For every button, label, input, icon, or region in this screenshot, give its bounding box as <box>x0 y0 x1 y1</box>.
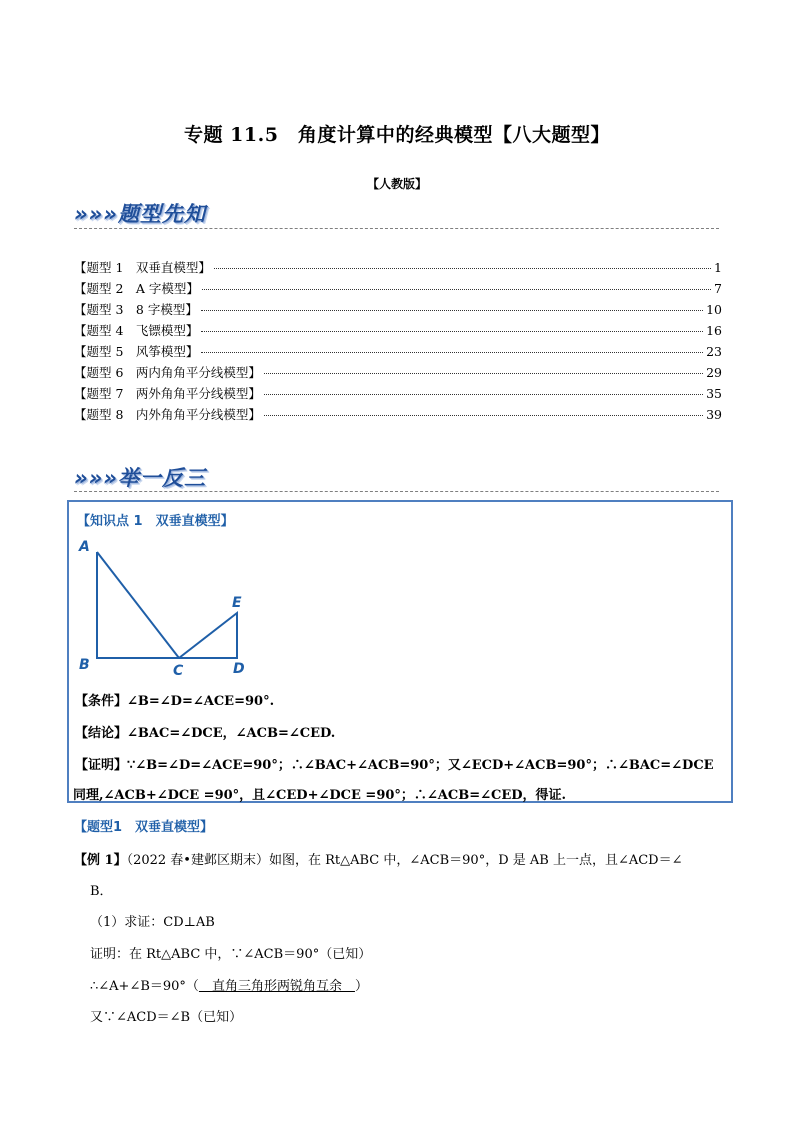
toc-row[interactable] <box>74 405 722 426</box>
toc-row[interactable] <box>74 363 722 384</box>
toc-label: 【题型 7 两外角角平分线模型】 <box>74 386 261 401</box>
toc-leader <box>201 331 703 332</box>
toc-label: 【题型 6 两内角角平分线模型】 <box>74 365 261 380</box>
label-e: E <box>232 595 242 611</box>
proof-step-b-post: ） <box>354 979 368 994</box>
toc-page: 29 <box>706 365 722 380</box>
toc-row[interactable] <box>74 321 722 342</box>
label-d: D <box>233 661 245 677</box>
question-1: （1）求证：CD⊥AB <box>90 915 215 930</box>
double-perpendicular-figure <box>69 532 269 682</box>
toc-leader <box>264 373 703 374</box>
toc-label: 【题型 2 A 字模型】 <box>74 281 199 296</box>
label-a: A <box>79 539 90 555</box>
segment-ac <box>97 552 179 658</box>
table-of-contents <box>74 258 722 426</box>
toc-leader <box>201 352 703 353</box>
conclusion-tag: 【结论】 <box>75 726 128 741</box>
banner-overview-text: »»»题型先知 <box>74 202 206 226</box>
section-title: 【题型1 双垂直模型】 <box>74 820 214 835</box>
toc-leader <box>264 415 703 416</box>
conclusion-text: ∠BAC=∠DCE，∠ACB=∠CED. <box>127 726 336 741</box>
example-text-1: （2022 春•建邺区期末）如图，在 Rt△ABC 中，∠ACB＝90°，D 是 AB 上一点，且∠ACD＝∠ <box>126 853 683 868</box>
example-text-2: B． <box>90 884 113 899</box>
example-line-1 <box>74 849 683 868</box>
toc-label: 【题型 1 双垂直模型】 <box>74 260 211 275</box>
toc-page: 1 <box>714 260 722 275</box>
toc-row[interactable] <box>74 279 722 300</box>
toc-label: 【题型 3 8 字模型】 <box>74 302 198 317</box>
label-b: B <box>79 657 90 673</box>
proof-line-2 <box>73 784 566 803</box>
edition-label: 【人教版】 <box>366 177 427 191</box>
toc-row[interactable] <box>74 300 722 321</box>
toc-row[interactable] <box>74 258 722 279</box>
toc-label: 【题型 4 飞镖模型】 <box>74 323 199 338</box>
toc-leader <box>214 268 711 269</box>
banner-practice-text: »»»举一反三 <box>74 466 206 490</box>
knowledge-box <box>67 500 733 803</box>
toc-page: 16 <box>706 323 722 338</box>
proof-step-b-blank: 直角三角形两锐角互余 <box>198 979 355 994</box>
toc-row[interactable] <box>74 342 722 363</box>
toc-row[interactable] <box>74 384 722 405</box>
label-c: C <box>173 663 184 679</box>
toc-page: 10 <box>706 302 722 317</box>
example-tag: 【例 1】 <box>74 853 127 868</box>
toc-page: 7 <box>714 281 722 296</box>
condition-tag: 【条件】 <box>75 694 128 709</box>
toc-page: 35 <box>706 386 722 401</box>
toc-label: 【题型 8 内外角角平分线模型】 <box>74 407 261 422</box>
toc-leader <box>264 394 703 395</box>
toc-label: 【题型 5 风筝模型】 <box>74 344 199 359</box>
knowledge-title: 【知识点 1 双垂直模型】 <box>77 514 234 529</box>
triangle-cde <box>179 613 237 658</box>
proof-step-c: 又∵∠ACD＝∠B（已知） <box>90 1010 243 1025</box>
proof-line-1 <box>75 754 714 773</box>
proof-tag: 【证明】 <box>75 758 128 773</box>
banner-practice <box>74 462 274 492</box>
toc-page: 39 <box>706 407 722 422</box>
conclusion-line <box>75 722 335 741</box>
divider-2 <box>74 491 719 492</box>
proof-text-2: 同理,∠ACB+∠DCE =90°，且∠CED+∠DCE =90°；∴∠ACB=∠CED，得证. <box>73 788 567 803</box>
banner-overview <box>74 198 274 228</box>
proof-step-b-pre: ∴∠A+∠B＝90°（ <box>90 979 199 994</box>
proof-text-1: ∵∠B=∠D=∠ACE=90°；∴∠BAC+∠ACB=90°；又∠ECD+∠ACB=90°；∴∠BAC=∠DCE <box>127 758 714 773</box>
proof-step-b <box>90 975 368 994</box>
toc-leader <box>201 310 703 311</box>
condition-line <box>75 690 274 709</box>
toc-leader <box>202 289 711 290</box>
divider-1 <box>74 228 719 229</box>
document-title: 专题 11.5 角度计算中的经典模型【八大题型】 <box>184 124 610 146</box>
condition-text: ∠B=∠D=∠ACE=90°. <box>127 694 275 709</box>
toc-page: 23 <box>706 344 722 359</box>
proof-step-a: 证明：在 Rt△ABC 中，∵∠ACB＝90°（已知） <box>90 947 372 962</box>
